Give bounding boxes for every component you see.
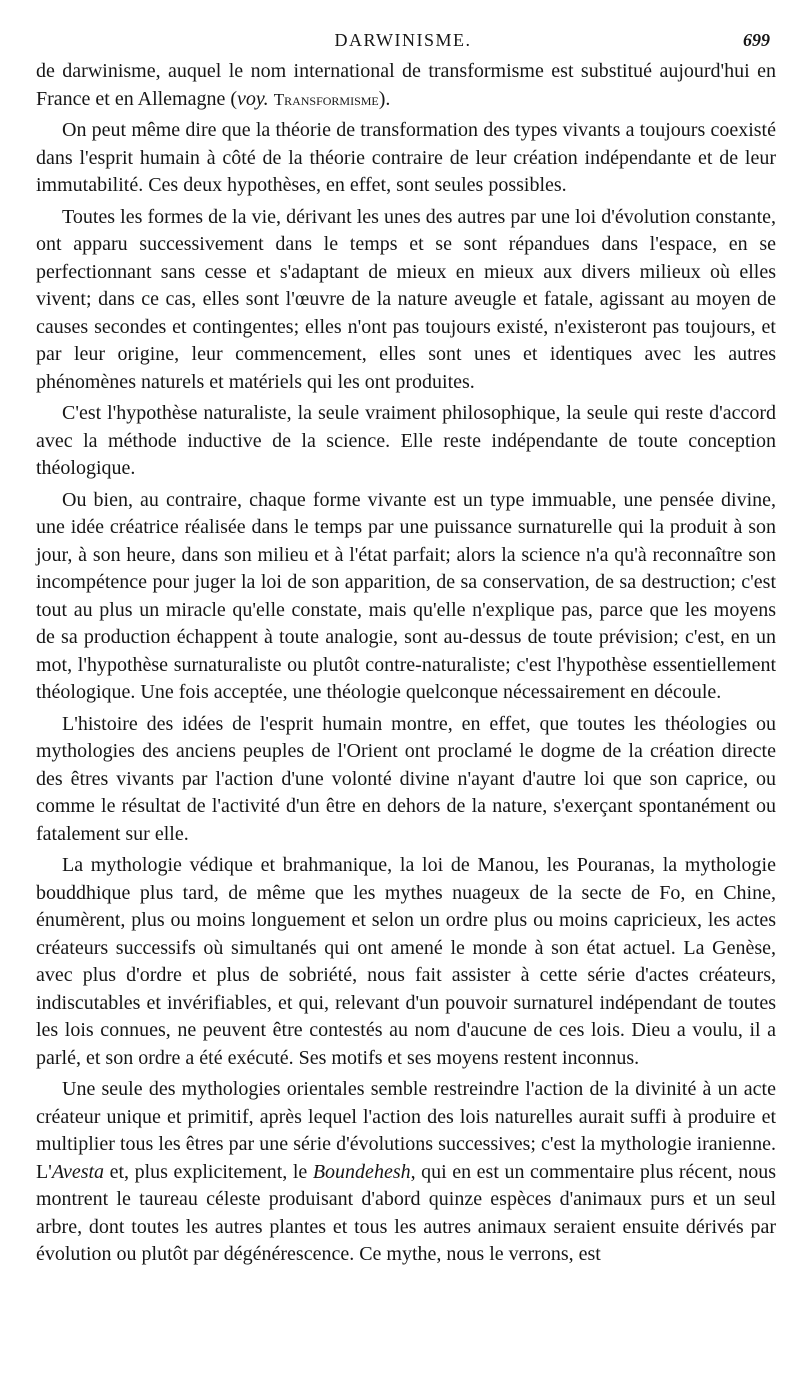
paragraph-8 xyxy=(36,1076,776,1269)
avesta-title: Avesta xyxy=(51,1160,105,1183)
paragraph-7: La mythologie védique et brahmanique, la loi de Manou, les Pouranas, la mythologie bouddhique plus tard, de même que les mythes nuageux de la secte de Fo, en Chine, énumèrent, plus ou moins longuement et selon un ordre plus ou moins capricieux, les actes créateurs successifs où simultanés qui ont amené le monde à son état actuel. La Genèse, avec plus d'ordre et plus de sobriété, nous fait assister à cette série d'actes créateurs, indiscutables et invérifiables, et qui, relevant d'un pouvoir surnaturel indépendant de toutes les lois connues, ne peuvent être contestés au nom d'aucune de ces lois. Dieu a voulu, il a parlé, et son ordre a été exécuté. Ses motifs et ses moyens restent inconnus. xyxy=(36,854,776,1069)
paragraph-8-text-c: , qui en est un commentaire plus récent, nous montrent le taureau céleste produisant d'abord quinze espèces d'animaux purs et un seul arbre, dont toutes les autres plantes et tous les autres animaux seraient ensuite dérivés par évolution ou plutôt par dégénérescence. Ce mythe, nous le verrons, est xyxy=(36,1160,776,1265)
paragraph-8-text-b: et, plus explicitement, le xyxy=(104,1160,313,1183)
paragraph-4: C'est l'hypothèse naturaliste, la seule vraiment philosophique, la seule qui reste d'accord avec la méthode inductive de la science. Elle reste indépendante de toute conception théologique. xyxy=(36,402,776,479)
paragraph-5: Ou bien, au contraire, chaque forme vivante est un type immuable, une pensée divine, une idée créatrice réalisée dans le temps par une puissance surnaturelle qui la produit à son jour, à son heure, dans son milieu et à l'état parfait; alors la science n'a qu'à reconnaître son incompétence pour juger la loi de son apparition, de sa conservation, de sa destruction; c'est tout au plus un miracle qu'elle constate, mais qu'elle n'explique pas, parce que les moyens de sa production échappent à toute analogie, sont au-dessus de toute prévision; c'est, en un mot, l'hypothèse surnaturaliste ou plutôt contre-naturaliste; c'est l'hypothèse essentiellement théologique. Une fois acceptée, une théologie quelconque nécessairement en découle. xyxy=(36,488,776,703)
page-header xyxy=(36,30,770,54)
paragraph-1 xyxy=(36,58,776,113)
page-number: 699 xyxy=(743,30,770,50)
body-text xyxy=(36,58,776,1273)
paragraph-6: L'histoire des idées de l'esprit humain montre, en effet, que toutes les théologies ou mythologies des anciens peuples de l'Orient ont proclamé le dogme de la création directe des êtres vivants par l'action d'une volonté divine n'ayant d'autre loi que son caprice, ou comme le résultat de l'activité d'un être en dehors de la nature, s'exerçant spontanément ou fatalement sur elle. xyxy=(36,712,776,845)
paragraph-1-text-b: ). xyxy=(378,87,391,110)
running-title: DARWINISME. xyxy=(334,30,472,50)
voy-reference: voy. xyxy=(237,87,269,110)
paragraph-1-text-a: de darwinisme, auquel le nom international de transformisme est substitué aujourd'hui en France et en Allemagne ( xyxy=(36,60,776,110)
paragraph-3: Toutes les formes de la vie, dérivant les unes des autres par une loi d'évolution constante, ont apparu successivement dans le temps et se sont répandues dans l'espace, en se perfectionnant sans cesse et s'adaptant de mieux en mieux aux divers milieux où elles vivent; dans ce cas, elles sont l'œuvre de la nature aveugle et fatale, agissant au moyen de causes secondes et contingentes; elles n'ont pas toujours existé, n'existeront pas toujours, et par leur origine, leur commencement, elles sont unes et identiques avec les autres phénomènes naturels et matériels qui les ont produites. xyxy=(36,205,776,393)
boundehesh-title: Boundehesh xyxy=(312,1160,411,1183)
paragraph-8-text-a: Une seule des mythologies orientales semble restreindre l'action de la divinité à un acte créateur unique et primitif, après lequel l'action des lois naturelles aurait suffi à produire et multiplier tous les êtres par une série d'évolutions successives; c'est la mythologie iranienne. L' xyxy=(36,1078,776,1183)
transformisme-reference: Transformisme xyxy=(273,89,379,109)
paragraph-2: On peut même dire que la théorie de transformation des types vivants a toujours coexisté dans l'esprit humain à côté de la théorie contraire de leur création indépendante et de leur immutabilité. Ces deux hypothèses, en effet, sont seules possibles. xyxy=(36,119,776,196)
